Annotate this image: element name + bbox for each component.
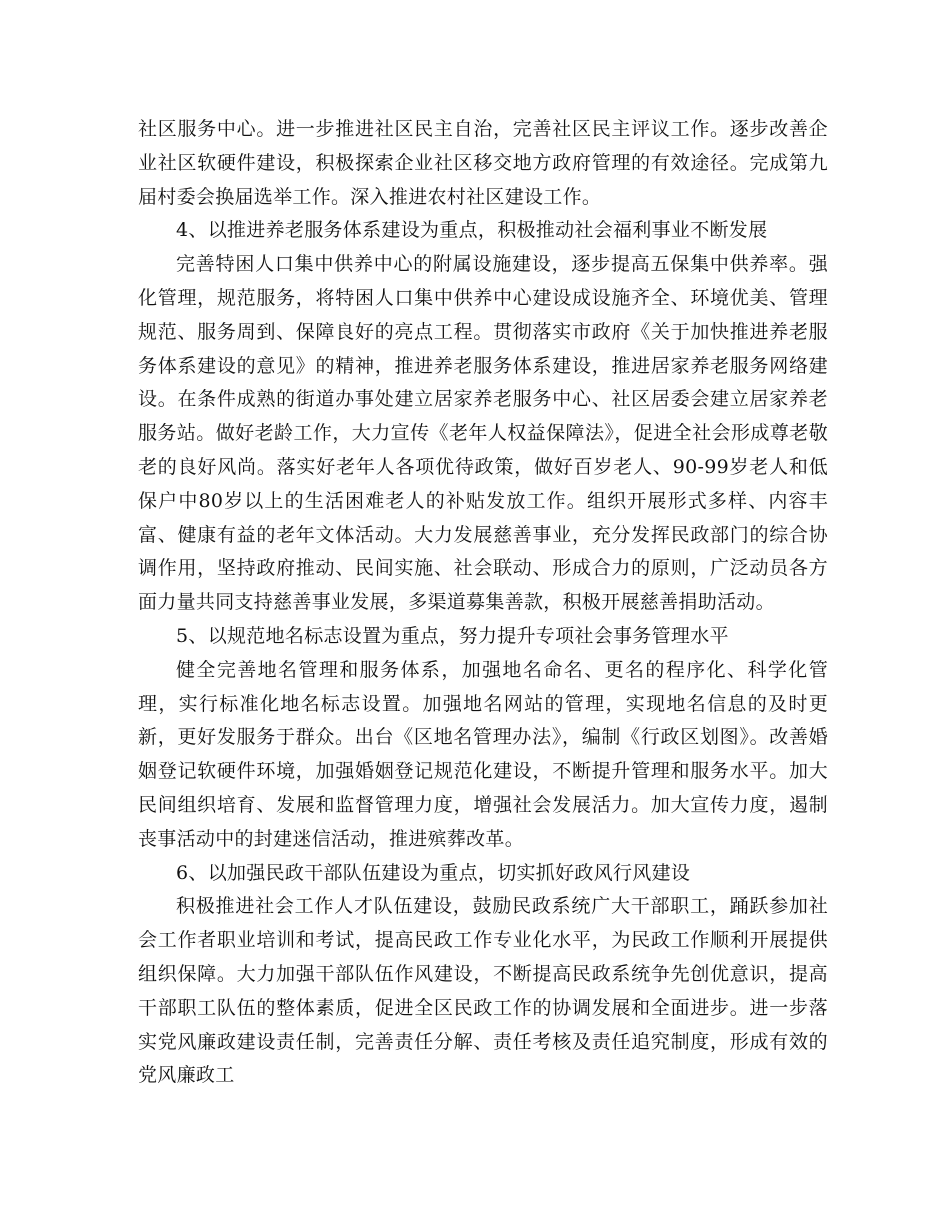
- section-heading-6: 6、以加强民政干部队伍建设为重点，切实抓好政风行风建设: [176, 861, 691, 884]
- section-heading-4: 4、以推进养老服务体系建设为重点，积极推动社会福利事业不断发展: [176, 219, 768, 242]
- paragraph-community-services: 社区服务中心。进一步推进社区民主自治，完善社区民主评议工作。逐步改善企业社区软硬件建设，积极探索企业社区移交地方政府管理的有效途径。完成第九届村委会换届选举工作。深入推进农村社区建设工作。: [138, 118, 828, 208]
- document-body: [138, 113, 828, 1093]
- section-heading-5: 5、以规范地名标志设置为重点，努力提升专项社会事务管理水平: [176, 624, 729, 647]
- paragraph-cadre-building: 积极推进社会工作人才队伍建设，鼓励民政系统广大干部职工，踊跃参加社会工作者职业培训和考试，提高民政工作专业化水平，为民政工作顺利开展提供组织保障。大力加强干部队伍作风建设，不断提高民政系统争先创优意识，提高干部职工队伍的整体素质，促进全区民政工作的协调发展和全面进步。进一步落实党风廉政建设责任制，完善责任分解、责任考核及责任追究制度，形成有效的党风廉政工: [138, 895, 828, 1087]
- paragraph-elderly-care: 完善特困人口集中供养中心的附属设施建设，逐步提高五保集中供养率。强化管理，规范服务，将特困人口集中供养中心建设成设施齐全、环境优美、管理规范、服务周到、保障良好的亮点工程。贯彻落实市政府《关于加快推进养老服务体系建设的意见》的精神，推进养老服务体系建设，推进居家养老服务网络建设。在条件成熟的街道办事处建立居家养老服务中心、社区居委会建立居家养老服务站。做好老龄工作，大力宣传《老年人权益保障法》，促进全社会形成尊老敬老的良好风尚。落实好老年人各项优待政策，做好百岁老人、90-99岁老人和低保户中80岁以上的生活困难老人的补贴发放工作。组织开展形式多样、内容丰富、健康有益的老年文体活动。大力发展慈善事业，充分发挥民政部门的综合协调作用，坚持政府推动、民间实施、社会联动、形成合力的原则，广泛动员各方面力量共同支持慈善事业发展，多渠道募集善款，积极开展慈善捐助活动。: [138, 253, 828, 614]
- paragraph-place-names: 健全完善地名管理和服务体系，加强地名命名、更名的程序化、科学化管理，实行标准化地名标志设置。加强地名网站的管理，实现地名信息的及时更新，更好发服务于群众。出台《区地名管理办法》，编制《行政区划图》。改善婚姻登记软硬件环境，加强婚姻登记规范化建设，不断提升管理和服务水平。加大民间组织培育、发展和监督管理力度，增强社会发展活力。加大宣传力度，遏制丧事活动中的封建迷信活动，推进殡葬改革。: [138, 658, 828, 850]
